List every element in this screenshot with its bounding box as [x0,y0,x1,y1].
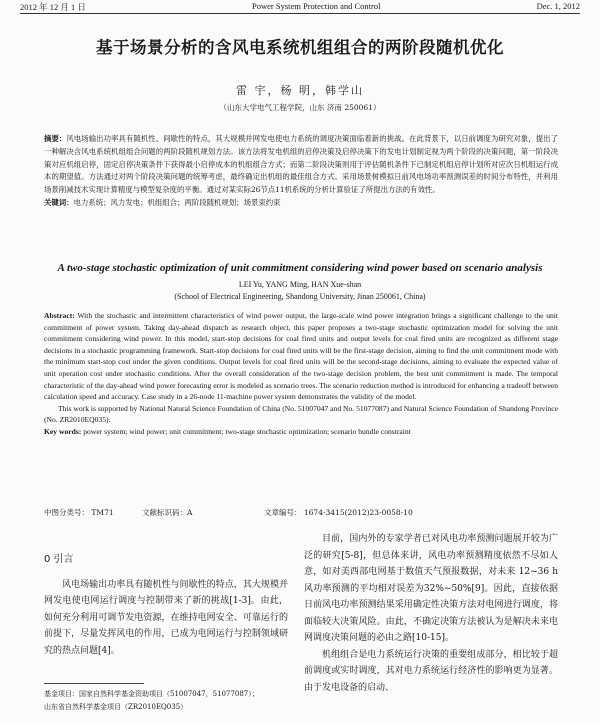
intro-paragraph-3: 机组组合是电力系统运行决策的重要组成部分，相比较于超前调度或实时调度，其对电力系统运行经济性的影响更为显著。由于发电设备的启动、 [304,649,558,693]
english-title: A two-stage stochastic optimization of unit commitment considering wind power based on scenario analysis [57,262,543,274]
keywords-label: 关键词： [44,197,74,207]
article-number: 文章编号： 1674-3415(2012)23-0058-10 [264,508,413,517]
footnote-line-1: 基金项目：国家自然科学基金资助项目（51007047，51077087）； [44,690,259,698]
left-column [44,540,288,659]
document-code: 文献标识码：A [142,508,193,517]
english-abstract [44,310,558,438]
authors: 雷 宇，杨 明，韩学山 [236,84,364,97]
intro-paragraph-2: 目前，国内外的专家学者已对风电功率预测问题展开较为广泛的研究[5-8]，但总体来讲，风电功率预测精度依然不尽如人意，如对美西部电网基于数值天气预报数据，对未来 12~36 h 风功率预测的平均相对误差为32%~50%[9]。因此，直接依据日前风电功率预测结果采用确定性决策方法对电网进行调度，将面临较大决策风险。由此，不确定决策方法被认为是解决未来电网调度决策问题的必由之路[10-15]。 [304,534,558,643]
running-header [20,0,580,14]
header-issue-date: Dec. 1, 2012 [536,1,580,11]
right-column [304,531,558,696]
footnote-divider [44,683,144,684]
affiliation: （山东大学电气工程学院，山东 济南 250061） [219,103,381,112]
clc-number: 中图分类号： TM71 [44,508,114,517]
en-keywords-label: Key words: [44,426,82,436]
chinese-abstract [44,133,558,210]
paper-title: 基于场景分析的含风电系统机组组合的两阶段随机优化 [96,38,504,57]
intro-paragraph-1: 风电场输出功率具有随机性与间歇性的特点，其大规模并网发电使电网运行调度与控制带来了新的挑战[1-3]。由此，如何充分利用可调节发电资源，在维持电网安全、可靠运行的前提下，尽量发挥风电的作用，已成为电网运行与控制领域研究的热点问题[4]。 [44,579,288,656]
abstract-label: 摘要： [44,134,67,143]
en-abstract-label: Abstract: [44,311,75,320]
abstract-text: 风电场输出功率具有随机性、间歇性的特点，其大规模并网发电使电力系统的调度决策面临着新的挑战。在此背景下，以日前调度为研究对象，提出了一种解决含风电系统机组组合问题的两阶段随机规划方法。该方法将发电机组的启停决策及启停决策下的发电计划制定视为两个阶段的决策问题，第一阶段决策对应机组启停，固定启停决策条件下获得最小启停成本的机组组合方式；而第二阶段决策则用于评估随机条件下已制定机组启停计划所对应次日机组运行成本的期望值。方法通过对两个阶段决策问题的统筹考虑，最终确定出机组的最佳组合方式。采用场景树模拟日前风电场功率预测误差的时间分布特性，并利用场景削减技术实现计算精度与模型复杂度的平衡。通过对某实际26节点11机系统的分析计算验证了所提出方法的有效性。 [44,134,558,195]
keywords-text: 电力系统；风力发电；机组组合；两阶段随机规划；场景束约束 [73,197,281,207]
english-authors: LEI Yu, YANG Ming, HAN Xue-shan [238,280,362,289]
header-journal: Power System Protection and Control [252,1,381,11]
header-date: 2012 年 12 月 1 日 [20,2,86,12]
en-keywords-text: power system; wind power; unit commitment; two-stage stochastic optimization; scenario bundle constraint [83,426,411,436]
en-abstract-text: With the stochastic and intermittent characteristics of wind power output, the large-scale wind power integration brings a significant challenge to the unit commitment of power system. Taking day-ahead dispatch as research object, this paper proposes a two-stage stochastic optimization model for solving the unit commitment considering wind power. In this model, start-stop decisions for coal fired units and output levels for coal fired units are recognized as different stage decisions in a stochastic programming framework. Start-stop decisions for coal fired units will be the first-stage decision, aiming to find the unit commitment mode with the minimum start-stop cost under the given conditions. Output levels for coal fired units will be the second-stage decisions, aiming to evaluate the expected value of unit operation cost under stochastic conditions. After the overall consideration of the two-stage decision problem, the best unit commitment is made. The temporal characteristic of the day-ahead wind power forecasting error is modeled as scenario trees. The scenario reduction method is introduced for enhancing a tradeoff between calculation speed and accuracy. Case study in a 26-node 11-machine power system demonstrates the validity of the model. [44,311,559,402]
footnote [44,688,294,714]
funding-note: This work is supported by National Natural Science Foundation of China (No. 51007047 and No. 51077087) and Natural Science Foundation of Shandong Province (No. ZR2010EQ035). [44,403,558,425]
footnote-line-2: 山东省自然科学基金项目（ZR2010EQ035） [44,703,188,711]
section-heading: 0 引言 [44,554,74,565]
english-affiliation: (School of Electrical Engineering, Shandong University, Jinan 250061, China) [174,292,426,301]
